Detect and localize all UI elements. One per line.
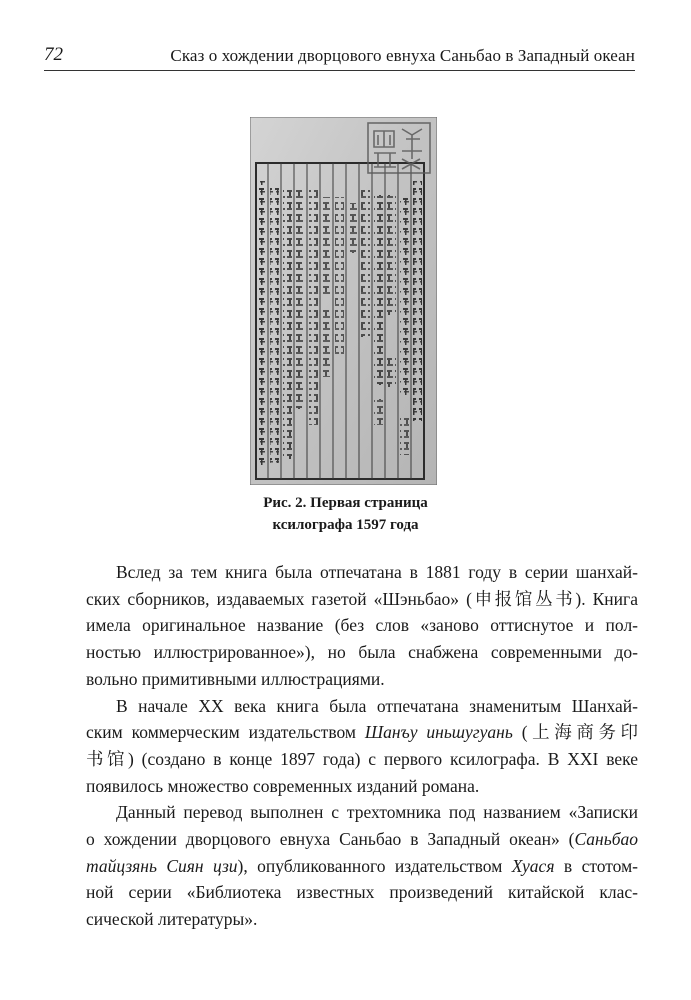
text-line	[86, 719, 638, 746]
body-text	[86, 559, 638, 933]
italic-text: тайцзянь Сиян цзи	[86, 855, 238, 876]
text-run: (上海商务印	[512, 722, 638, 743]
text-line	[86, 693, 638, 720]
text-run: В начале XX века книга была отпечатана знаменитым Шанхай-	[116, 695, 638, 716]
paragraph	[86, 559, 638, 693]
italic-text: Шанъу иньшугуань	[364, 722, 513, 743]
caption-line-2: ксилографа 1597 года	[272, 517, 419, 533]
xylograph-photo	[250, 117, 437, 485]
text-run: ским коммерческим издательством	[86, 722, 365, 743]
text-line	[86, 906, 638, 933]
text-line	[86, 773, 638, 800]
text-run: Вслед за тем книга была отпечатана в 1881 году в серии шанхай-	[116, 562, 638, 582]
paragraph	[86, 799, 638, 933]
paragraph	[86, 693, 638, 800]
text-line	[86, 826, 638, 853]
text-line	[86, 666, 638, 693]
text-run: имела оригинальное название (без слов «заново оттиснутое и пол-	[86, 615, 638, 636]
text-line	[86, 853, 638, 880]
text-run: вольно примитивными иллюстрациями.	[86, 668, 385, 689]
text-run: сической литературы».	[86, 909, 258, 930]
figure-caption	[150, 492, 541, 536]
text-run: Данный перевод выполнен с трехтомника под названием «Записки	[116, 802, 638, 823]
text-run: 书馆) (создано в конце 1897 года) с первого ксилографа. В XXI веке	[86, 748, 638, 769]
text-line	[86, 639, 638, 666]
text-run: о хождении дворцового евнуха Саньбао в Западный океан» (	[86, 829, 575, 850]
text-run: ностью иллюстрированное»), но была снабжена современными до-	[86, 642, 638, 663]
text-line	[86, 559, 638, 586]
caption-line-1: Рис. 2. Первая страница	[263, 495, 428, 511]
text-line	[86, 879, 638, 906]
running-title: Сказ о хождении дворцового евнуха Саньбао в Западный океан	[170, 46, 635, 65]
text-run: ), опубликованного издательством	[237, 855, 512, 876]
text-line	[86, 586, 638, 613]
xylograph-image	[250, 117, 437, 485]
text-run: ной серии «Библиотека известных произведений китайской клас-	[86, 882, 638, 903]
text-run: появилось множество современных изданий романа.	[86, 775, 480, 796]
text-line	[86, 746, 638, 773]
running-head	[44, 42, 635, 71]
italic-text: Хуася	[511, 855, 555, 876]
text-run: ских сборников, издаваемых газетой «Шэньбао» (申报馆丛书). Книга	[86, 588, 638, 609]
text-line	[86, 799, 638, 826]
text-line	[86, 612, 638, 639]
page-number: 72	[44, 44, 63, 65]
text-run: в стотом-	[554, 855, 639, 876]
italic-text: Саньбао	[574, 829, 638, 850]
